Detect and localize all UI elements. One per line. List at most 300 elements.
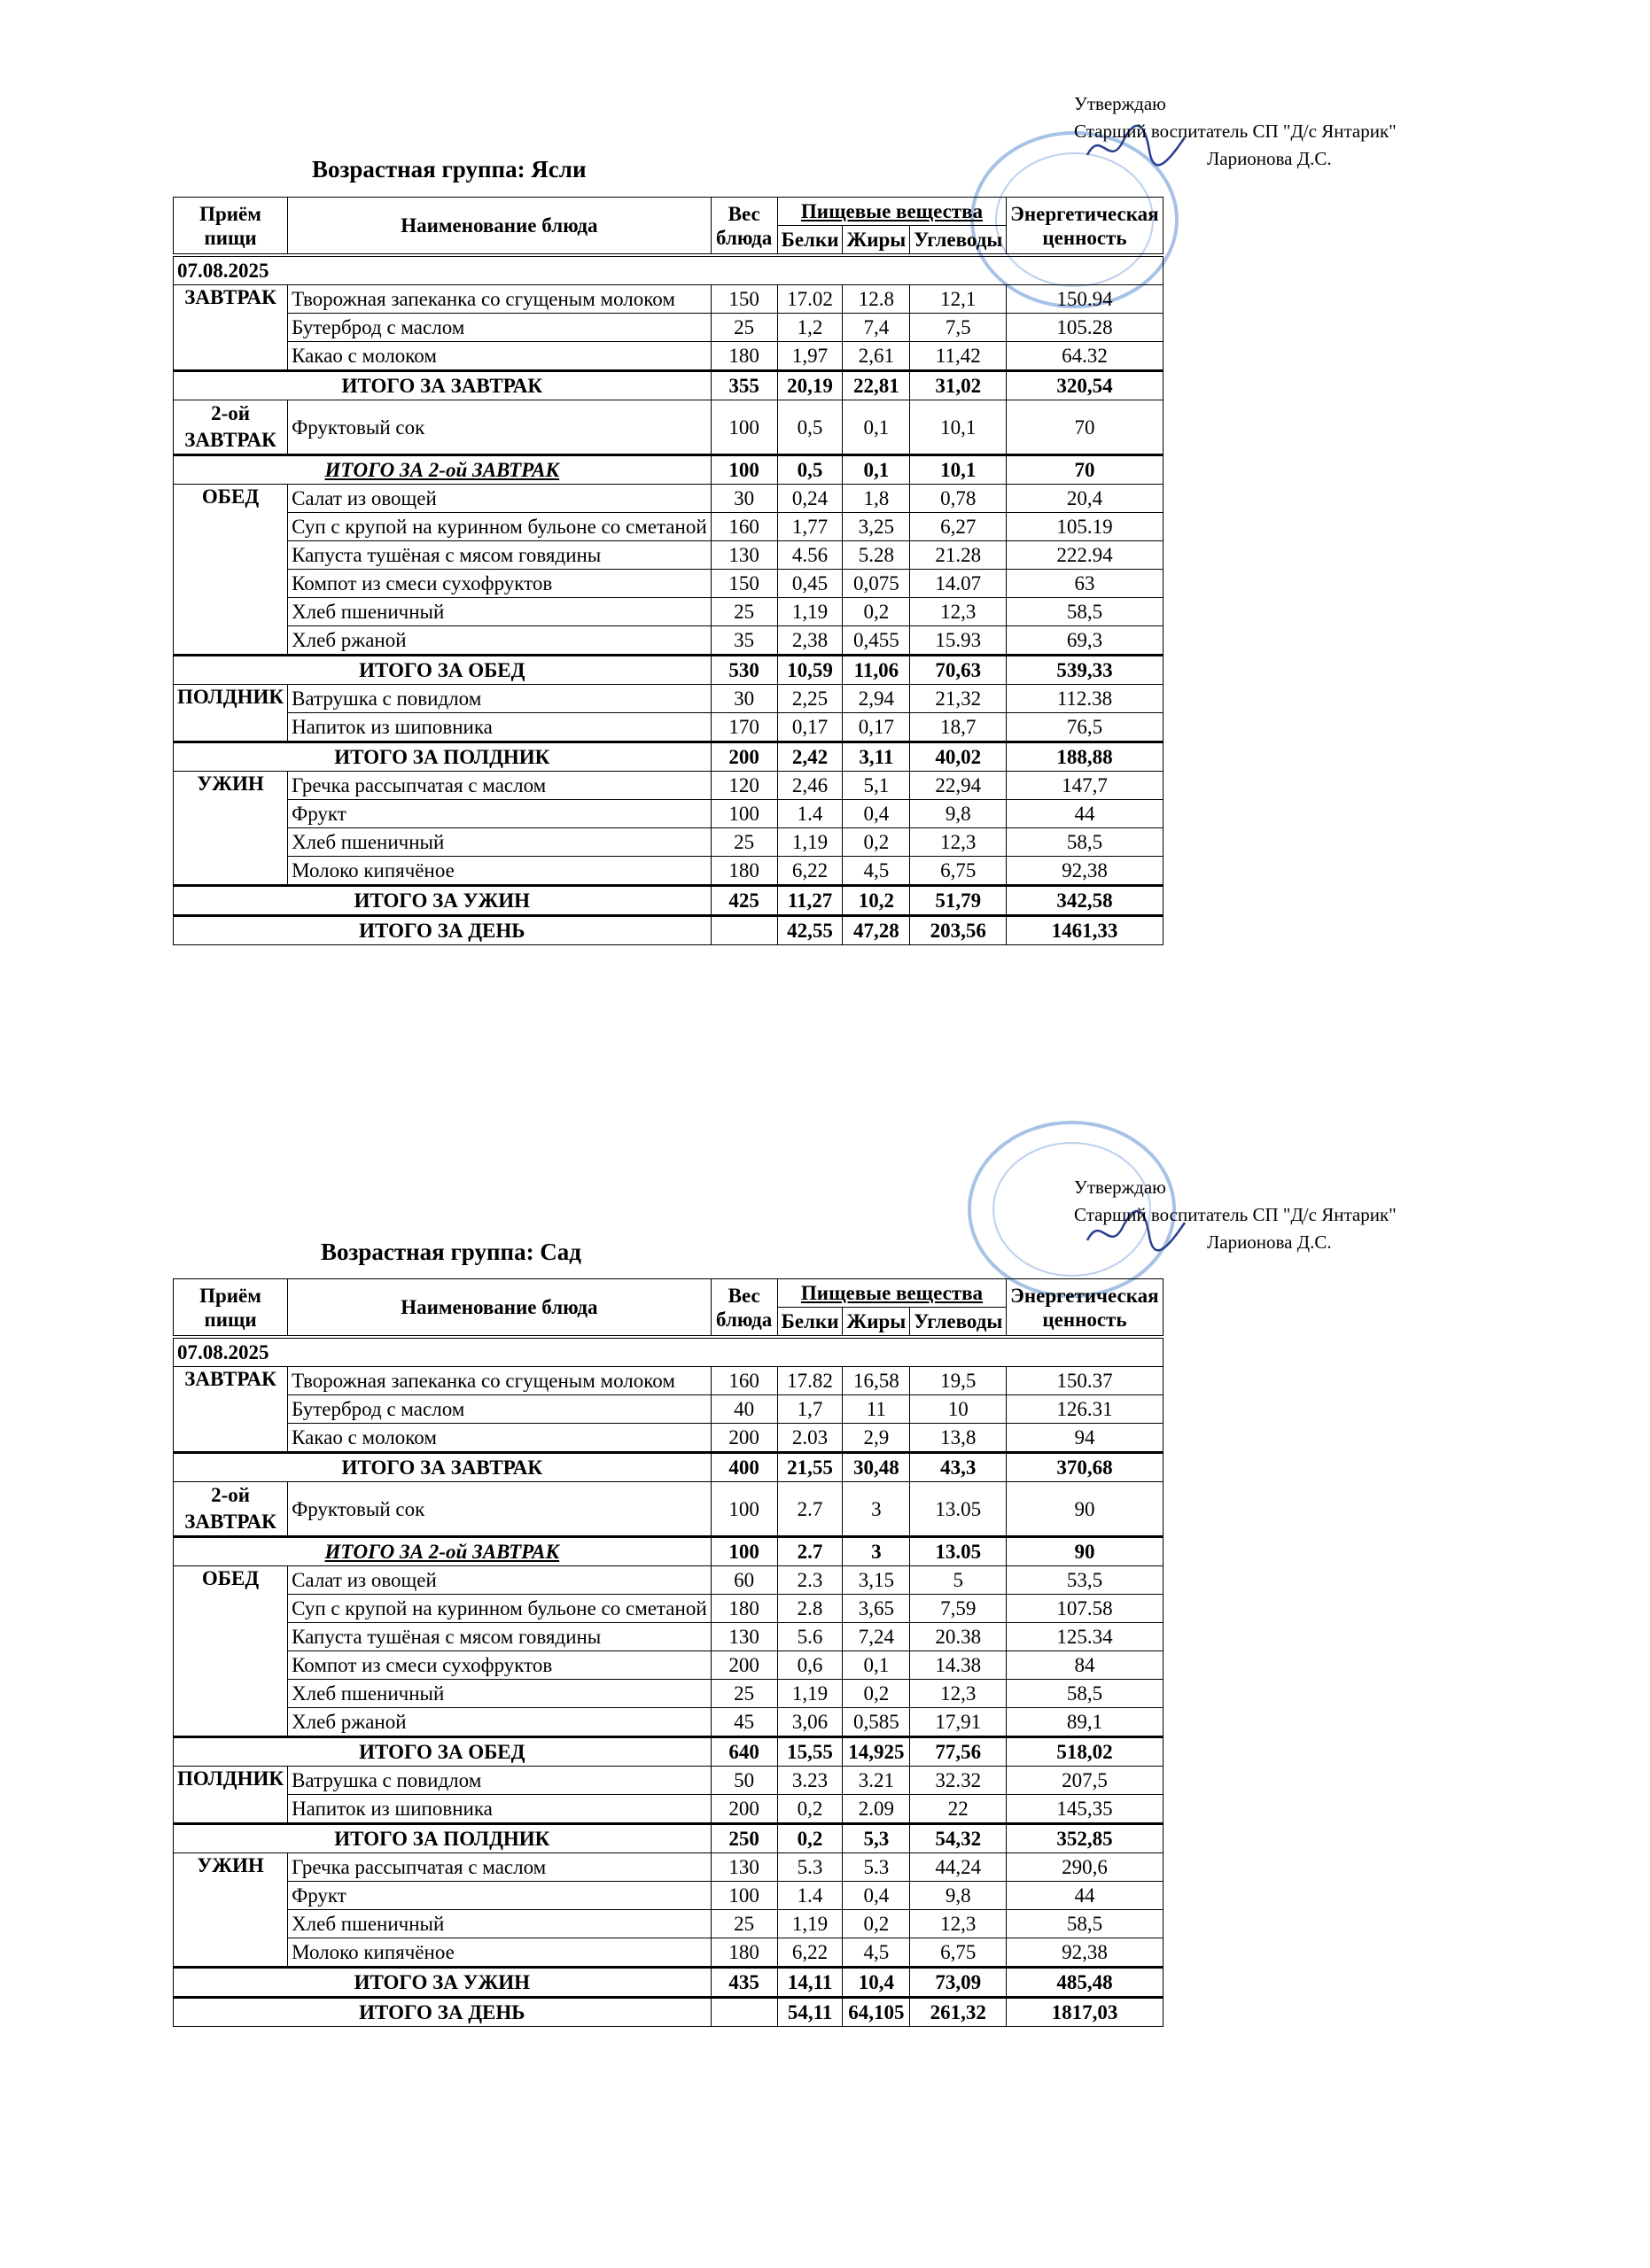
dish-value: 125.34	[1007, 1623, 1163, 1651]
dish-value: 5.3	[777, 1853, 843, 1882]
table-row	[174, 828, 1164, 857]
dish-value: 0,585	[843, 1708, 910, 1737]
dish-name: Фруктовый сок	[288, 400, 712, 455]
meal-total-row	[174, 1537, 1164, 1566]
dish-value: 0,2	[843, 828, 910, 857]
dish-value: 126.31	[1007, 1395, 1163, 1424]
menu-date: 07.08.2025	[174, 1337, 1164, 1367]
total-label: ИТОГО ЗА ПОЛДНИК	[174, 742, 712, 772]
dish-value: 63	[1007, 570, 1163, 598]
dish-value: 1,97	[777, 342, 843, 371]
day-total-value: 203,56	[910, 916, 1007, 945]
dish-value: 22	[910, 1795, 1007, 1824]
day-total-value	[711, 1998, 777, 2027]
meal-total-row	[174, 742, 1164, 772]
dish-value: 0,24	[777, 485, 843, 513]
dish-value: 70	[1007, 400, 1163, 455]
header-meal: Приём пищи	[174, 198, 288, 256]
dish-name: Молоко кипячёное	[288, 857, 712, 886]
total-value: 22,81	[843, 371, 910, 400]
dish-value: 10	[910, 1395, 1007, 1424]
dish-value: 100	[711, 400, 777, 455]
dish-name: Ватрушка с повидлом	[288, 685, 712, 713]
table-row	[174, 342, 1164, 371]
dish-value: 53,5	[1007, 1566, 1163, 1595]
dish-value: 22,94	[910, 772, 1007, 800]
total-value: 40,02	[910, 742, 1007, 772]
meal-name: ПОЛДНИК	[174, 1767, 288, 1824]
total-value: 51,79	[910, 886, 1007, 916]
dish-value: 0,78	[910, 485, 1007, 513]
dish-value: 25	[711, 314, 777, 342]
dish-value: 180	[711, 342, 777, 371]
dish-value: 0,1	[843, 400, 910, 455]
dish-value: 17.82	[777, 1367, 843, 1395]
dish-value: 2,61	[843, 342, 910, 371]
dish-name: Компот из смеси сухофруктов	[288, 1651, 712, 1680]
dish-value: 76,5	[1007, 713, 1163, 742]
dish-value: 30	[711, 685, 777, 713]
dish-value: 2.3	[777, 1566, 843, 1595]
table-row	[174, 1882, 1164, 1910]
meal-name: 2-ой ЗАВТРАК	[174, 400, 288, 455]
table-row	[174, 1395, 1164, 1424]
approval-title: Утверждаю	[1074, 93, 1166, 114]
dish-value: 58,5	[1007, 1910, 1163, 1938]
table-row	[174, 285, 1164, 314]
day-total-row	[174, 916, 1164, 945]
table-row	[174, 685, 1164, 713]
table-row	[174, 1595, 1164, 1623]
dish-value: 1,8	[843, 485, 910, 513]
dish-value: 2.7	[777, 1482, 843, 1537]
dish-value: 58,5	[1007, 828, 1163, 857]
table-row	[174, 800, 1164, 828]
total-value: 11,06	[843, 656, 910, 685]
total-value: 370,68	[1007, 1453, 1163, 1482]
dish-value: 40	[711, 1395, 777, 1424]
meal-name: ЗАВТРАК	[174, 285, 288, 371]
table-row	[174, 513, 1164, 541]
dish-value: 0,17	[843, 713, 910, 742]
day-total-label: ИТОГО ЗА ДЕНЬ	[174, 1998, 712, 2027]
dish-name: Фрукт	[288, 800, 712, 828]
table-row	[174, 1795, 1164, 1824]
dish-name: Компот из смеси сухофруктов	[288, 570, 712, 598]
total-value: 485,48	[1007, 1968, 1163, 1998]
header-nutrients: Пищевые вещества	[777, 1279, 1007, 1308]
table-row	[174, 570, 1164, 598]
total-value: 400	[711, 1453, 777, 1482]
total-label: ИТОГО ЗА УЖИН	[174, 1968, 712, 1998]
meal-total-row	[174, 656, 1164, 685]
total-value: 518,02	[1007, 1737, 1163, 1767]
meal-total-row	[174, 455, 1164, 485]
total-value: 0,5	[777, 455, 843, 485]
total-label: ИТОГО ЗА ОБЕД	[174, 656, 712, 685]
dish-value: 13.05	[910, 1482, 1007, 1537]
dish-value: 0,45	[777, 570, 843, 598]
dish-value: 0,1	[843, 1651, 910, 1680]
total-label: ИТОГО ЗА ОБЕД	[174, 1737, 712, 1767]
total-value: 21,55	[777, 1453, 843, 1482]
dish-value: 160	[711, 513, 777, 541]
dish-value: 5	[910, 1566, 1007, 1595]
dish-value: 0,5	[777, 400, 843, 455]
header-dish: Наименование блюда	[288, 1279, 712, 1338]
dish-value: 2.03	[777, 1424, 843, 1453]
dish-value: 3.23	[777, 1767, 843, 1795]
dish-value: 0,6	[777, 1651, 843, 1680]
dish-value: 112.38	[1007, 685, 1163, 713]
total-value: 10,1	[910, 455, 1007, 485]
dish-value: 58,5	[1007, 598, 1163, 626]
dish-value: 3,15	[843, 1566, 910, 1595]
total-label: ИТОГО ЗА ЗАВТРАК	[174, 1453, 712, 1482]
dish-value: 2,25	[777, 685, 843, 713]
day-total-value: 42,55	[777, 916, 843, 945]
dish-value: 150.94	[1007, 285, 1163, 314]
dish-value: 160	[711, 1367, 777, 1395]
total-value: 0,2	[777, 1824, 843, 1853]
total-value: 70	[1007, 455, 1163, 485]
dish-value: 105.28	[1007, 314, 1163, 342]
dish-value: 3.21	[843, 1767, 910, 1795]
meal-total-row	[174, 1453, 1164, 1482]
dish-value: 12.8	[843, 285, 910, 314]
date-row	[174, 1337, 1164, 1367]
total-label: ИТОГО ЗА 2-ой ЗАВТРАК	[174, 455, 712, 485]
total-value: 435	[711, 1968, 777, 1998]
meal-total-row	[174, 1737, 1164, 1767]
table-row	[174, 1938, 1164, 1968]
dish-value: 170	[711, 713, 777, 742]
dish-value: 20.38	[910, 1623, 1007, 1651]
dish-value: 3,65	[843, 1595, 910, 1623]
dish-name: Суп с крупой на куринном бульоне со сметаной	[288, 1595, 712, 1623]
dish-value: 1.4	[777, 1882, 843, 1910]
dish-value: 94	[1007, 1424, 1163, 1453]
dish-value: 5.3	[843, 1853, 910, 1882]
dish-value: 4,5	[843, 857, 910, 886]
dish-value: 1.4	[777, 800, 843, 828]
total-value: 2,42	[777, 742, 843, 772]
header-dish: Наименование блюда	[288, 198, 712, 256]
dish-value: 12,3	[910, 1910, 1007, 1938]
dish-name: Салат из овощей	[288, 485, 712, 513]
dish-name: Хлеб пшеничный	[288, 828, 712, 857]
dish-name: Ватрушка с повидлом	[288, 1767, 712, 1795]
total-value: 73,09	[910, 1968, 1007, 1998]
meal-name: ПОЛДНИК	[174, 685, 288, 742]
total-label: ИТОГО ЗА ЗАВТРАК	[174, 371, 712, 400]
dish-value: 44	[1007, 800, 1163, 828]
dish-value: 0,2	[777, 1795, 843, 1824]
header-fats: Жиры	[843, 1308, 910, 1338]
dish-value: 30	[711, 485, 777, 513]
total-value: 425	[711, 886, 777, 916]
header-proteins: Белки	[777, 226, 843, 256]
dish-value: 3	[843, 1482, 910, 1537]
dish-value: 1,19	[777, 1680, 843, 1708]
day-total-value	[711, 916, 777, 945]
dish-value: 64.32	[1007, 342, 1163, 371]
meal-name: УЖИН	[174, 1853, 288, 1968]
dish-name: Какао с молоком	[288, 342, 712, 371]
dish-name: Хлеб пшеничный	[288, 1680, 712, 1708]
header-weight: Вес блюда	[711, 198, 777, 256]
dish-value: 7,59	[910, 1595, 1007, 1623]
dish-value: 58,5	[1007, 1680, 1163, 1708]
meal-name: ОБЕД	[174, 1566, 288, 1737]
table-row	[174, 772, 1164, 800]
dish-name: Капуста тушёная с мясом говядины	[288, 1623, 712, 1651]
table-row	[174, 1651, 1164, 1680]
dish-value: 21.28	[910, 541, 1007, 570]
date-row	[174, 255, 1164, 285]
dish-value: 207,5	[1007, 1767, 1163, 1795]
dish-value: 107.58	[1007, 1595, 1163, 1623]
meal-name: ОБЕД	[174, 485, 288, 656]
total-value: 3,11	[843, 742, 910, 772]
group-title: Возрастная группа: Сад	[321, 1239, 581, 1265]
dish-value: 2.8	[777, 1595, 843, 1623]
dish-value: 105.19	[1007, 513, 1163, 541]
dish-value: 35	[711, 626, 777, 656]
dish-name: Фруктовый сок	[288, 1482, 712, 1537]
header-row	[174, 198, 1164, 226]
meal-name: ЗАВТРАК	[174, 1367, 288, 1453]
dish-value: 100	[711, 1482, 777, 1537]
approval-name: Ларионова Д.С.	[1207, 1231, 1332, 1253]
total-value: 200	[711, 742, 777, 772]
day-total-row	[174, 1998, 1164, 2027]
dish-name: Хлеб пшеничный	[288, 1910, 712, 1938]
dish-name: Какао с молоком	[288, 1424, 712, 1453]
dish-value: 2,9	[843, 1424, 910, 1453]
dish-value: 0,2	[843, 598, 910, 626]
dish-value: 25	[711, 1680, 777, 1708]
table-row	[174, 857, 1164, 886]
dish-name: Салат из овощей	[288, 1566, 712, 1595]
dish-value: 150	[711, 570, 777, 598]
dish-value: 200	[711, 1424, 777, 1453]
header-row	[174, 1279, 1164, 1308]
dish-value: 14.38	[910, 1651, 1007, 1680]
header-proteins: Белки	[777, 1308, 843, 1338]
meal-total-row	[174, 886, 1164, 916]
dish-value: 180	[711, 1938, 777, 1968]
table-row	[174, 1367, 1164, 1395]
dish-value: 13,8	[910, 1424, 1007, 1453]
dish-value: 5.28	[843, 541, 910, 570]
dish-name: Суп с крупой на куринном бульоне со сметаной	[288, 513, 712, 541]
table-row	[174, 713, 1164, 742]
total-value: 3	[843, 1537, 910, 1566]
dish-value: 100	[711, 1882, 777, 1910]
day-total-value: 47,28	[843, 916, 910, 945]
day-total-value: 1461,33	[1007, 916, 1163, 945]
dish-value: 0,4	[843, 1882, 910, 1910]
dish-value: 18,7	[910, 713, 1007, 742]
dish-value: 1,77	[777, 513, 843, 541]
dish-value: 6,75	[910, 857, 1007, 886]
menu-table	[173, 197, 1164, 945]
dish-name: Хлеб ржаной	[288, 1708, 712, 1737]
dish-value: 17.02	[777, 285, 843, 314]
dish-value: 25	[711, 828, 777, 857]
dish-value: 6,75	[910, 1938, 1007, 1968]
dish-name: Гречка рассыпчатая с маслом	[288, 772, 712, 800]
dish-name: Хлеб ржаной	[288, 626, 712, 656]
meal-name: 2-ой ЗАВТРАК	[174, 1482, 288, 1537]
dish-value: 17,91	[910, 1708, 1007, 1737]
dish-name: Творожная запеканка со сгущеным молоком	[288, 1367, 712, 1395]
total-label: ИТОГО ЗА УЖИН	[174, 886, 712, 916]
table-row	[174, 314, 1164, 342]
header-energy: Энергетическая ценность	[1007, 1279, 1163, 1338]
dish-value: 5.6	[777, 1623, 843, 1651]
dish-value: 44,24	[910, 1853, 1007, 1882]
header-carbs: Углеводы	[910, 226, 1007, 256]
meal-total-row	[174, 371, 1164, 400]
dish-name: Молоко кипячёное	[288, 1938, 712, 1968]
dish-value: 130	[711, 1853, 777, 1882]
dish-value: 290,6	[1007, 1853, 1163, 1882]
dish-value: 45	[711, 1708, 777, 1737]
day-total-label: ИТОГО ЗА ДЕНЬ	[174, 916, 712, 945]
dish-name: Фрукт	[288, 1882, 712, 1910]
dish-name: Капуста тушёная с мясом говядины	[288, 541, 712, 570]
dish-name: Напиток из шиповника	[288, 713, 712, 742]
header-energy: Энергетическая ценность	[1007, 198, 1163, 256]
total-value: 530	[711, 656, 777, 685]
dish-value: 0,2	[843, 1910, 910, 1938]
dish-value: 2.09	[843, 1795, 910, 1824]
dish-value: 0,17	[777, 713, 843, 742]
table-row	[174, 1708, 1164, 1737]
header-weight: Вес блюда	[711, 1279, 777, 1338]
total-value: 100	[711, 1537, 777, 1566]
total-value: 640	[711, 1737, 777, 1767]
header-meal: Приём пищи	[174, 1279, 288, 1338]
total-value: 13.05	[910, 1537, 1007, 1566]
dish-value: 120	[711, 772, 777, 800]
dish-name: Творожная запеканка со сгущеным молоком	[288, 285, 712, 314]
table-row	[174, 485, 1164, 513]
dish-value: 9,8	[910, 800, 1007, 828]
total-label: ИТОГО ЗА ПОЛДНИК	[174, 1824, 712, 1853]
dish-value: 0,075	[843, 570, 910, 598]
dish-value: 180	[711, 1595, 777, 1623]
dish-name: Бутерброд с маслом	[288, 1395, 712, 1424]
table-row	[174, 400, 1164, 455]
total-label: ИТОГО ЗА 2-ой ЗАВТРАК	[174, 1537, 712, 1566]
dish-value: 1,19	[777, 598, 843, 626]
total-value: 352,85	[1007, 1824, 1163, 1853]
menu-date: 07.08.2025	[174, 255, 1164, 285]
dish-value: 10,1	[910, 400, 1007, 455]
dish-value: 200	[711, 1795, 777, 1824]
table-row	[174, 1680, 1164, 1708]
dish-value: 2,94	[843, 685, 910, 713]
total-value: 0,1	[843, 455, 910, 485]
total-value: 11,27	[777, 886, 843, 916]
header-fats: Жиры	[843, 226, 910, 256]
total-value: 320,54	[1007, 371, 1163, 400]
total-value: 355	[711, 371, 777, 400]
total-value: 70,63	[910, 656, 1007, 685]
meal-total-row	[174, 1968, 1164, 1998]
dish-value: 5,1	[843, 772, 910, 800]
dish-value: 84	[1007, 1651, 1163, 1680]
dish-value: 25	[711, 1910, 777, 1938]
header-nutrients: Пищевые вещества	[777, 198, 1007, 226]
dish-value: 4,5	[843, 1938, 910, 1968]
dish-value: 25	[711, 598, 777, 626]
total-value: 15,55	[777, 1737, 843, 1767]
dish-value: 1,19	[777, 828, 843, 857]
dish-value: 1,19	[777, 1910, 843, 1938]
total-value: 90	[1007, 1537, 1163, 1566]
total-value: 31,02	[910, 371, 1007, 400]
day-total-value: 1817,03	[1007, 1998, 1163, 2027]
dish-value: 50	[711, 1767, 777, 1795]
total-value: 20,19	[777, 371, 843, 400]
dish-value: 222.94	[1007, 541, 1163, 570]
menu-table	[173, 1278, 1164, 2027]
dish-value: 1,2	[777, 314, 843, 342]
dish-value: 19,5	[910, 1367, 1007, 1395]
dish-value: 7,4	[843, 314, 910, 342]
total-value: 54,32	[910, 1824, 1007, 1853]
table-row	[174, 541, 1164, 570]
total-value: 250	[711, 1824, 777, 1853]
dish-value: 14.07	[910, 570, 1007, 598]
dish-value: 12,3	[910, 1680, 1007, 1708]
table-row	[174, 1482, 1164, 1537]
meal-total-row	[174, 1824, 1164, 1853]
dish-value: 11	[843, 1395, 910, 1424]
total-value: 2.7	[777, 1537, 843, 1566]
dish-value: 11,42	[910, 342, 1007, 371]
dish-value: 100	[711, 800, 777, 828]
dish-value: 6,27	[910, 513, 1007, 541]
dish-value: 12,3	[910, 828, 1007, 857]
dish-value: 15.93	[910, 626, 1007, 656]
dish-value: 12,1	[910, 285, 1007, 314]
dish-value: 180	[711, 857, 777, 886]
dish-value: 6,22	[777, 857, 843, 886]
dish-value: 2,38	[777, 626, 843, 656]
meal-name: УЖИН	[174, 772, 288, 886]
dish-value: 0,455	[843, 626, 910, 656]
dish-value: 3,06	[777, 1708, 843, 1737]
table-row	[174, 1424, 1164, 1453]
table-row	[174, 1566, 1164, 1595]
group-title: Возрастная группа: Ясли	[312, 156, 587, 183]
dish-value: 0,2	[843, 1680, 910, 1708]
dish-value: 89,1	[1007, 1708, 1163, 1737]
dish-value: 90	[1007, 1482, 1163, 1537]
dish-value: 3,25	[843, 513, 910, 541]
total-value: 342,58	[1007, 886, 1163, 916]
dish-value: 16,58	[843, 1367, 910, 1395]
total-value: 188,88	[1007, 742, 1163, 772]
dish-value: 150	[711, 285, 777, 314]
total-value: 10,2	[843, 886, 910, 916]
dish-value: 200	[711, 1651, 777, 1680]
